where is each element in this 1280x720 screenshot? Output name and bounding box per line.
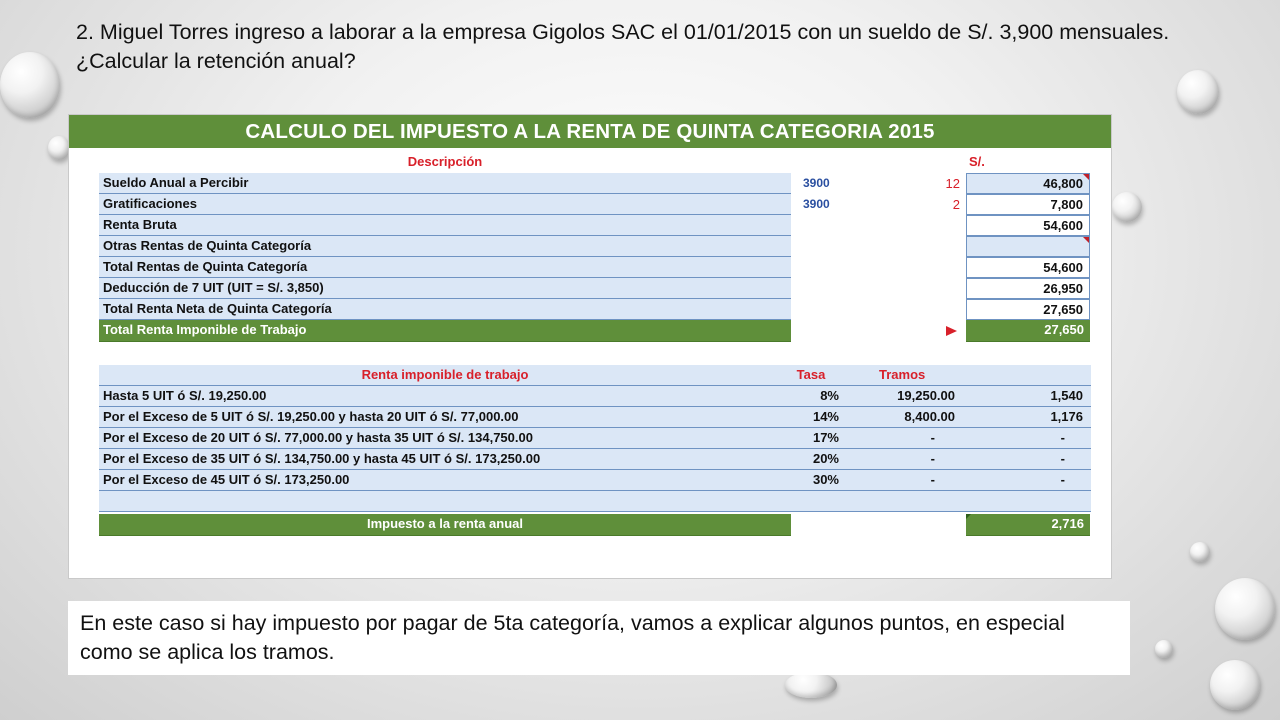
tramo-label: Hasta 5 UIT ó S/. 19,250.00 — [103, 388, 267, 403]
row-value: 27,650 — [966, 320, 1090, 342]
comment-marker-icon — [1083, 237, 1089, 243]
water-drop-decoration — [0, 52, 60, 118]
row-label: Gratificaciones — [99, 194, 791, 215]
tramo-impuesto: - — [1060, 472, 1065, 487]
water-drop-decoration — [1215, 578, 1275, 640]
question-text: 2. Miguel Torres ingreso a laborar a la empresa Gigolos SAC el 01/01/2015 con un sueldo de S/. 3,900 mensuales. ¿Calcular la retención anual? — [76, 20, 1170, 73]
cell-marker-icon — [966, 514, 971, 519]
tramo-label: Por el Exceso de 45 UIT ó S/. 173,250.00 — [103, 472, 350, 487]
tax-calculation-sheet — [68, 114, 1112, 579]
tramo-tasa: 17% — [812, 430, 839, 445]
row-base: 3900 — [803, 197, 830, 211]
header-renta-imponible: Renta imponible de trabajo — [361, 367, 529, 382]
tramo-monto: 8,400.00 — [904, 409, 955, 424]
tramo-row-empty — [99, 491, 1091, 512]
row-label: Sueldo Anual a Percibir — [99, 173, 791, 194]
row-label: Otras Rentas de Quinta Categoría — [99, 236, 791, 257]
water-drop-decoration — [1112, 192, 1142, 222]
tramo-tasa: 8% — [820, 388, 839, 403]
row-multiplier: 12 — [945, 176, 960, 191]
tramo-impuesto: 1,176 — [1050, 409, 1083, 424]
header-descripcion: Descripción — [407, 154, 483, 169]
row-label: Total Rentas de Quinta Categoría — [99, 257, 791, 278]
row-value — [966, 236, 1090, 257]
explanation-note: En este caso si hay impuesto por pagar de 5ta categoría, vamos a explicar algunos puntos, en especial como se aplica los tramos. — [68, 601, 1130, 675]
row-value: 46,800 — [966, 173, 1090, 194]
header-tasa: Tasa — [796, 367, 826, 382]
row-value: 26,950 — [966, 278, 1090, 299]
tramo-monto: - — [930, 451, 935, 466]
tramo-monto: - — [930, 430, 935, 445]
row-label: Deducción de 7 UIT (UIT = S/. 3,850) — [99, 278, 791, 299]
row-label: Total Renta Imponible de Trabajo — [99, 320, 791, 342]
water-drop-decoration — [1210, 660, 1260, 710]
row-value: 27,650 — [966, 299, 1090, 320]
tramo-tasa: 30% — [812, 472, 839, 487]
header-soles: S/. — [969, 154, 985, 169]
tramo-monto: - — [930, 472, 935, 487]
tramo-label: Por el Exceso de 5 UIT ó S/. 19,250.00 y hasta 20 UIT ó S/. 77,000.00 — [103, 409, 519, 424]
row-base: 3900 — [803, 176, 830, 190]
total-value: 2,716 — [966, 514, 1090, 536]
tramo-monto: 19,250.00 — [897, 388, 955, 403]
water-drop-decoration — [1190, 542, 1210, 562]
tramo-tasa: 20% — [812, 451, 839, 466]
row-value: 7,800 — [966, 194, 1090, 215]
water-drop-decoration — [48, 136, 70, 160]
row-value: 54,600 — [966, 215, 1090, 236]
header-tramos: Tramos — [879, 367, 926, 382]
arrow-right-icon — [946, 326, 957, 336]
row-label: Renta Bruta — [99, 215, 791, 236]
water-drop-decoration — [1155, 640, 1173, 658]
row-label: Total Renta Neta de Quinta Categoría — [99, 299, 791, 320]
tramo-label: Por el Exceso de 20 UIT ó S/. 77,000.00 y hasta 35 UIT ó S/. 134,750.00 — [103, 430, 533, 445]
tramo-tasa: 14% — [812, 409, 839, 424]
water-drop-decoration — [1177, 70, 1219, 114]
tramo-impuesto: - — [1060, 451, 1065, 466]
tramo-impuesto: - — [1060, 430, 1065, 445]
row-multiplier: 2 — [952, 197, 960, 212]
tramo-impuesto: 1,540 — [1050, 388, 1083, 403]
comment-marker-icon — [1083, 174, 1089, 180]
tramo-label: Por el Exceso de 35 UIT ó S/. 134,750.00 y hasta 45 UIT ó S/. 173,250.00 — [103, 451, 541, 466]
row-value: 54,600 — [966, 257, 1090, 278]
water-drop-decoration — [785, 672, 837, 698]
sheet-title: CALCULO DEL IMPUESTO A LA RENTA DE QUINTA CATEGORIA 2015 — [69, 115, 1111, 148]
total-label: Impuesto a la renta anual — [99, 514, 791, 536]
